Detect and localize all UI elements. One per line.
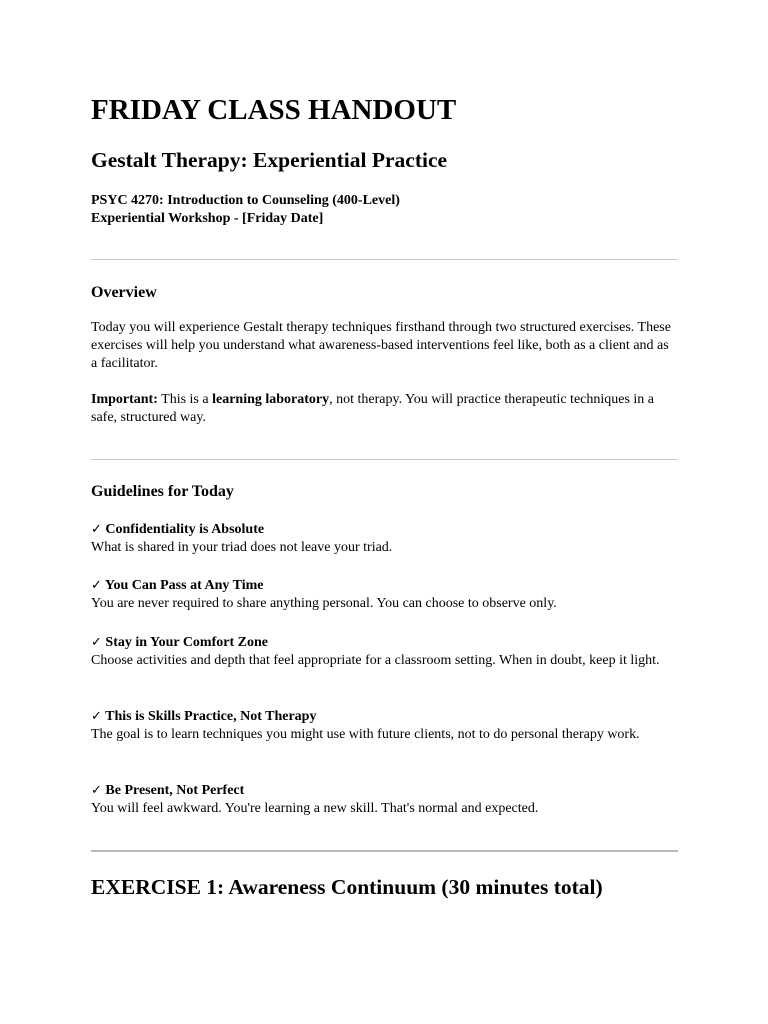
guideline-description: Choose activities and depth that feel appropriate for a classroom setting. When in doubt, keep it light. xyxy=(91,653,660,668)
guideline-item xyxy=(91,634,678,670)
divider xyxy=(91,259,678,260)
checkmark-icon: ✓ xyxy=(91,783,102,798)
divider xyxy=(91,850,678,852)
guideline-item xyxy=(91,708,678,744)
important-text-post: , not therapy. You will practice therapeutic techniques in a safe, structured way. xyxy=(91,392,655,425)
checkmark-icon: ✓ xyxy=(91,635,102,650)
guideline-title: Be Present, Not Perfect xyxy=(105,783,245,798)
workshop-line: Experiential Workshop - [Friday Date] xyxy=(91,211,324,226)
page-title: FRIDAY CLASS HANDOUT xyxy=(91,94,457,126)
guideline-description: You will feel awkward. You're learning a new skill. That's normal and expected. xyxy=(91,801,539,816)
important-text-pre: This is a xyxy=(157,392,213,407)
overview-heading: Overview xyxy=(91,284,157,301)
guideline-description: You are never required to share anything personal. You can choose to observe only. xyxy=(91,596,557,611)
important-emphasis: learning laboratory xyxy=(212,392,330,407)
guidelines-heading: Guidelines for Today xyxy=(91,483,234,500)
guideline-title: Confidentiality is Absolute xyxy=(105,522,265,537)
exercise-1-heading: EXERCISE 1: Awareness Continuum (30 minutes total) xyxy=(91,875,603,899)
guideline-title: You Can Pass at Any Time xyxy=(104,578,264,593)
guideline-description: The goal is to learn techniques you might use with future clients, not to do personal therapy work. xyxy=(91,727,640,742)
guideline-description: What is shared in your triad does not leave your triad. xyxy=(91,540,393,555)
course-line: PSYC 4270: Introduction to Counseling (400-Level) xyxy=(91,193,400,208)
divider xyxy=(91,459,678,460)
course-info xyxy=(91,192,400,228)
guideline-item xyxy=(91,577,678,613)
checkmark-icon: ✓ xyxy=(91,522,102,537)
checkmark-icon: ✓ xyxy=(91,709,102,724)
guideline-item xyxy=(91,521,678,557)
overview-paragraph: Today you will experience Gestalt therapy techniques firsthand through two structured exercises. These exercises will help you understand what awareness-based interventions feel like, both as a client and as a facilitator. xyxy=(91,320,671,371)
checkmark-icon: ✓ xyxy=(91,578,102,593)
guideline-title: This is Skills Practice, Not Therapy xyxy=(105,709,317,724)
guideline-item xyxy=(91,782,678,818)
important-label: Important: xyxy=(91,392,158,407)
important-note xyxy=(91,391,678,427)
page-subtitle: Gestalt Therapy: Experiential Practice xyxy=(91,148,448,172)
guideline-title: Stay in Your Comfort Zone xyxy=(105,635,268,650)
